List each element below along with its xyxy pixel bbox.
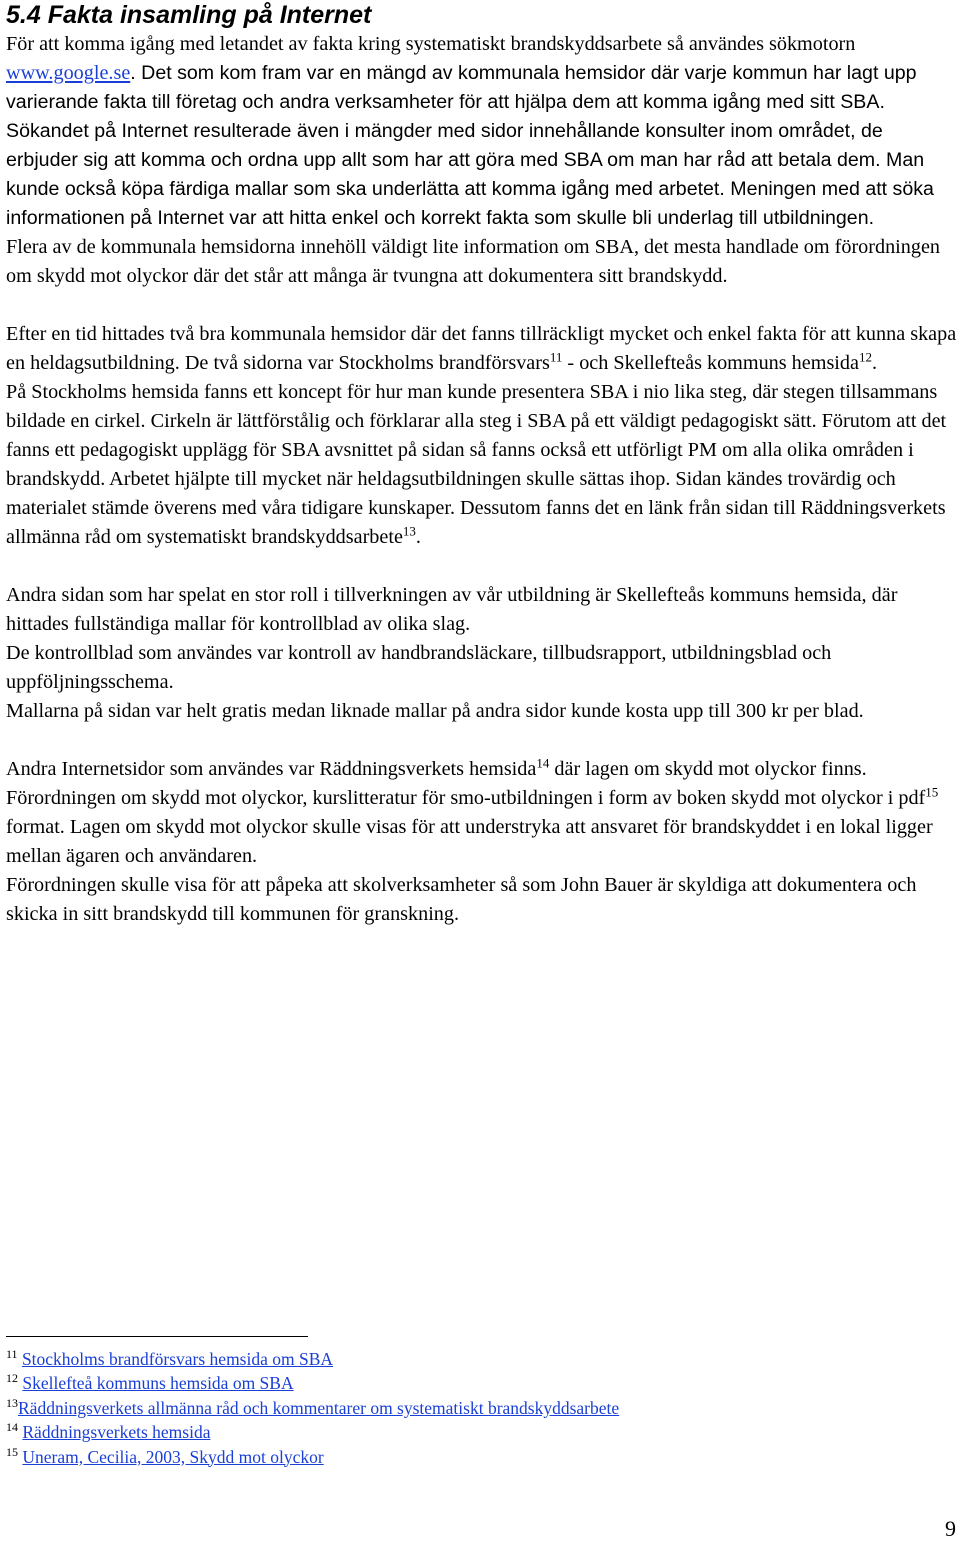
footnote-ref-14[interactable]: 14 bbox=[536, 755, 550, 771]
paragraph-text: - och Skellefteås kommuns hemsida bbox=[562, 352, 859, 374]
paragraph-gap bbox=[6, 291, 958, 320]
footnote-ref-15[interactable]: 15 bbox=[925, 784, 939, 800]
paragraph-good-sites bbox=[6, 320, 958, 378]
footnote-link[interactable]: Stockholms brandförsvars hemsida om SBA bbox=[21, 1349, 334, 1369]
paragraph-templates-cost: Mallarna på sidan var helt gratis medan liknade mallar på andra sidor kunde kosta upp till 300 kr per blad. bbox=[6, 700, 864, 722]
paragraph-text: Flera av de kommunala hemsidorna innehöll väldigt lite information om SBA, det mesta handlade om förordningen om skydd mot olyckor där det står att många är tvungna att dokumentera sitt brandskydd. bbox=[6, 236, 941, 287]
paragraph-gap bbox=[6, 552, 958, 581]
paragraph-gap bbox=[6, 726, 958, 755]
footnote-link[interactable]: Skellefteå kommuns hemsida om SBA bbox=[22, 1373, 294, 1394]
document-page bbox=[6, 0, 958, 929]
paragraph-text: För att komma igång med letandet av fakta kring systematiskt brandskyddsarbete så användes sökmotorn bbox=[6, 33, 856, 55]
paragraph-text: Andra Internetsidor som användes var Räddningsverkets hemsida bbox=[6, 758, 537, 780]
footnote-link[interactable]: Uneram, Cecilia, 2003, Skydd mot olyckor bbox=[22, 1446, 324, 1467]
paragraph-text: format. Lagen om skydd mot olyckor skulle visas för att understryka att ansvaret för brandskyddet i en lokal ligger mellan ägaren och användaren. bbox=[6, 816, 933, 867]
footnote-number: 12 bbox=[6, 1371, 18, 1386]
page-number: 9 bbox=[945, 1516, 956, 1541]
paragraph-ordinance: Förordningen skulle visa för att påpeka att skolverksamheter så som John Bauer är skyldiga att dokumentera och skicka in sitt brandskydd till kommunen för granskning. bbox=[6, 874, 917, 925]
footnote-ref-12[interactable]: 12 bbox=[858, 349, 872, 365]
paragraph-stockholm bbox=[6, 378, 958, 552]
google-link[interactable]: www.google.se bbox=[6, 62, 131, 84]
paragraph-text: Efter en tid hittades två bra kommunala hemsidor där det fanns tillräckligt mycket och enkel fakta för att kunna skapa en heldagsutbildning. De två sidorna var Stockholms brandförsvars bbox=[6, 323, 957, 374]
section-heading: 5.4 Fakta insamling på Internet bbox=[6, 1, 372, 29]
footnotes bbox=[6, 1336, 958, 1469]
footnote-link[interactable]: Räddningsverkets hemsida bbox=[22, 1422, 211, 1443]
footnote-number: 13 bbox=[6, 1395, 18, 1410]
paragraph-text: . bbox=[415, 526, 421, 548]
paragraph-skelleftea: Andra sidan som har spelat en stor roll i tillverkningen av vår utbildning är Skellefteås kommuns hemsida, där hittades fullständiga mallar för kontrollblad av olika slag. bbox=[6, 584, 898, 635]
footnote-item bbox=[6, 1347, 958, 1371]
paragraph-text: . bbox=[871, 352, 878, 374]
footnote-item bbox=[6, 1445, 958, 1469]
footnote-item bbox=[6, 1420, 958, 1444]
paragraph-other-sites bbox=[6, 755, 958, 871]
footnote-item bbox=[6, 1396, 958, 1420]
footnote-number: 14 bbox=[6, 1420, 18, 1435]
paragraph-intro bbox=[6, 30, 958, 233]
paragraph-municipal-sites bbox=[6, 233, 958, 291]
paragraph-text: där lagen om skydd mot olyckor finns. Förordningen om skydd mot olyckor, kurslitteratur för smo-utbildningen i form av boken skydd mot olyckor i pdf bbox=[6, 758, 926, 809]
paragraph-text: . Det som kom fram var en mängd av kommunala hemsidor där varje kommun har lagt upp varierande fakta till företag och andra verksamheter för att hjälpa dem att komma igång med sitt SBA. bbox=[6, 62, 917, 113]
footnote-link[interactable]: Räddningsverkets allmänna råd och kommentarer om systematiskt brandskyddsarbete bbox=[18, 1397, 620, 1418]
footnote-ref-13[interactable]: 13 bbox=[402, 523, 416, 539]
paragraph-text: Sökandet på Internet resulterade även i mängder med sidor innehållande konsulter inom området, de erbjuder sig att komma och ordna upp allt som har att göra med SBA om man har råd att betala dem. Man kunde också köpa färdiga mallar som ska underlätta att komma igång med arbetet. Meningen med att söka informationen på Internet var att hitta enkel och korrekt fakta som skulle bli underlag till utbildningen. bbox=[6, 120, 934, 229]
footnote-number: 15 bbox=[6, 1444, 18, 1459]
footnote-divider bbox=[6, 1336, 308, 1337]
footnote-number: 11 bbox=[6, 1347, 18, 1362]
footnote-item bbox=[6, 1371, 958, 1395]
paragraph-control-sheets: De kontrollblad som användes var kontroll av handbrandsläckare, tillbudsrapport, utbildningsblad och uppföljningsschema. bbox=[6, 642, 832, 693]
paragraph-text: På Stockholms hemsida fanns ett koncept för hur man kunde presentera SBA i nio lika steg, där stegen tillsammans bildade en cirkel. Cirkeln är lättförstålig och förklarar alla steg i SBA på ett väldigt pedagogiskt sätt. Förutom att det fanns ett pedagogiskt upplägg för SBA avsnittet på sidan så fanns också ett utförligt PM om alla olika områden i brandskydd. Arbetet hjälpte till mycket när heldagsutbildningen skulle sättas ihop. Sidan kändes trovärdig och materialet stämde överens med våra tidigare kunskaper. Dessutom fanns det en länk från sidan till Räddningsverkets allmänna råd om systematiskt brandskyddsarbete bbox=[6, 381, 947, 548]
footnote-ref-11[interactable]: 11 bbox=[549, 349, 563, 365]
